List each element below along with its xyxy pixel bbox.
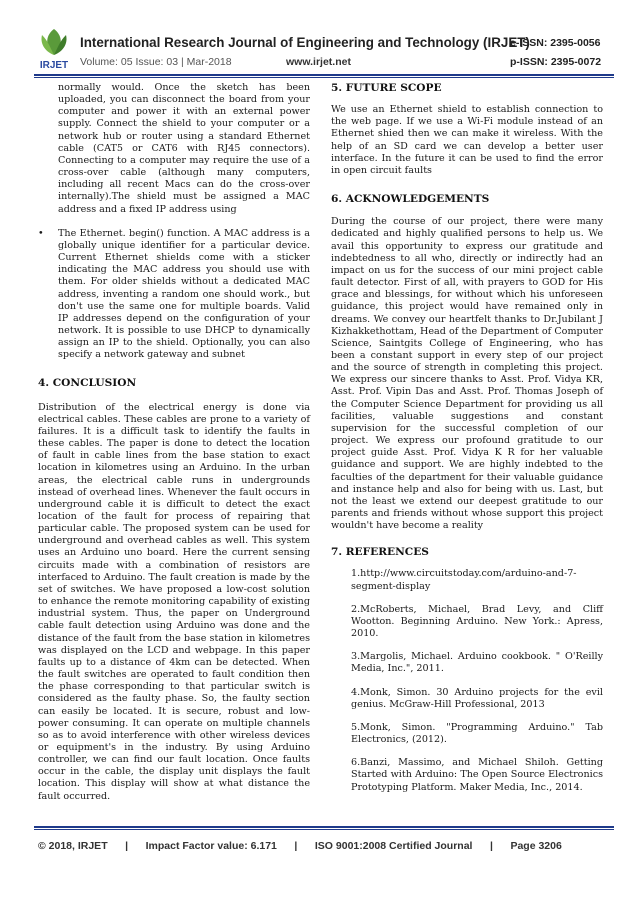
conclusion-heading: 4. CONCLUSION: [38, 377, 137, 390]
conclusion-paragraph: Distribution of the electrical energy is done via electrical cables. These cables are prone to a variety of failures. It is a difficult task to identify the faults in these cables. The paper is done to detect the location of fault in cable lines from the base station to exact location in kilometres using an Arduino. In the urban areas, the electrical cable runs in undergrounds instead of overhead lines. Whenever the fault occurs in underground cable it is difficult to detect the exact location of the fault for process of repairing that particular cable. The proposed system can be used for underground and overhead cables as well. This system uses an Arduino uno board. Here the current sensing circuits made with a combination of resistors are interfaced to Arduino. The fault creation is made by the set of switches. We have proposed a low-cost solution to enhance the remote monitoring capability of existing industrial system. Thus, the paper on Underground cable fault detection using Arduino was done and the distance of the fault from the base station in kilometres was displayed on the LCD and webpage. In this paper faults up to a distance of 4km can be detected. When the fault switches are operated to fault condition then the phase corresponding to that particular switch is considered as the faulty phase. So, the faulty section can easily be located. It is secure, robust and low-power consuming. It can operate on multiple channels so as to avoid interference with other wireless devices or equipment's in the industry. By using Arduino controller, we can find our fault location. Once faults occur in the cable, the display unit displays the fault location. This display will show at what distance the fault occurred.: [38, 401, 310, 802]
volume-issue: Volume: 05 Issue: 03 | Mar-2018: [80, 56, 232, 68]
reference-item: 3.Margolis, Michael. Arduino cookbook. " O'Reilly Media, Inc.", 2011.: [351, 651, 603, 675]
footer-iso: ISO 9001:2008 Certified Journal: [314, 840, 473, 852]
footer-page-number: Page 3206: [510, 840, 562, 852]
right-column: [331, 82, 603, 794]
header-rule-thin: [34, 77, 614, 78]
footer-copyright: © 2018, IRJET: [38, 840, 108, 852]
bullet-item: [38, 228, 310, 362]
reference-item: 6.Banzi, Massimo, and Michael Shiloh. Getting Started with Arduino: The Open Source Electronics Prototyping Platform. Maker Media, Inc., 2014.: [351, 757, 603, 793]
svg-text:IRJET: IRJET: [39, 60, 69, 71]
header-rule: [34, 74, 614, 76]
page-header: [0, 0, 638, 76]
references-heading: 7. REFERENCES: [331, 546, 429, 559]
journal-title: International Research Journal of Engineering and Technology (IRJET): [80, 35, 530, 50]
acknowledgements-paragraph: During the course of our project, there were many dedicated and highly qualified persons to help us. We avail this opportunity to express our gratitude and indebtedness to all who, directly or indirectly had an impact on us for the success of our mini project cable fault detector. First of all, with prayers to GOD for His grace and blessings, for without which his unforeseen guidance, this project would have remained only in dreams. We convey our heartfelt thanks to Dr.Jubilant J Kizhakkethottam, Head of the Department of Computer Science, Saintgits College of Engineering, who has been a constant support in every step of our project and the source of strength in completing this project. We express our sincere thanks to Asst. Prof. Vidya KR, Asst. Prof. Vipin Das and Asst. Prof. Thomas Joseph of the Computer Science Department for providing us all facilities, valuable suggestions and constant supervision for the successful completion of our project. We express our profound gratitude to our project guide Asst. Prof. Vidya K R for her valuable guidance and support. We are highly indebted to the faculties of the department for their valuable guidance and instance help and also for being with us. Last, but not the least we extend our deepest gratitude to our parents and friends without whose support this project wouldn't have become a reality: [331, 216, 603, 532]
irjet-logo-icon: [34, 25, 74, 71]
future-scope-heading: 5. FUTURE SCOPE: [331, 82, 442, 94]
reference-item: 5.Monk, Simon. "Programming Arduino." Tab Electronics, (2012).: [351, 721, 603, 746]
page-footer: [38, 840, 562, 852]
future-scope-paragraph: We use an Ethernet shield to establish connection to the web page. If we use a Wi-Fi module instead of an Ethernet shied then we can make it wireless. With the help of an SD card we can develop a better user interface. In the future it can be used to find the error in open circuit faults: [331, 104, 603, 176]
footer-separator: |: [125, 840, 129, 852]
bullet-icon: •: [38, 227, 44, 239]
continued-paragraph: normally would. Once the sketch has been uploaded, you can disconnect the board from your computer and power it with an external power supply. Connect the shield to your computer or a network hub or router using a standard Ethernet cable (CAT5 or CAT6 with RJ45 connectors). Connecting to a computer may require the use of a cross-over cable (although many computers, including all recent Macs can do the cross-over internally).The shield must be assigned a MAC address and a fixed IP address using: [58, 82, 310, 215]
reference-item: 1.http://www.circuitstoday.com/arduino-and-7-segment-display: [351, 568, 577, 592]
acknowledgements-heading: 6. ACKNOWLEDGEMENTS: [331, 193, 490, 206]
e-issn: e-ISSN: 2395-0056: [510, 37, 601, 49]
footer-rule-thin: [34, 829, 614, 830]
left-column: [38, 82, 310, 803]
footer-impact-factor: Impact Factor value: 6.171: [145, 840, 277, 852]
footer-rule: [34, 826, 614, 828]
footer-separator: |: [489, 840, 493, 852]
bullet-paragraph: The Ethernet. begin() function. A MAC address is a globally unique identifier for a particular device. Current Ethernet shields come with a sticker indicating the MAC address you should use with them. For older shields without a dedicated MAC address, inventing a random one should work., but don't use the same one for multiple boards. Valid IP addresses depend on the configuration of your network. It is possible to use DHCP to dynamically assign an IP to the shield. Optionally, you can also specify a network gateway and subnet: [58, 227, 310, 361]
footer-separator: |: [294, 840, 298, 852]
reference-item: 2.McRoberts, Michael, Brad Levy, and Cliff Wootton. Beginning Arduino. New York.: Apress, 2010.: [351, 603, 603, 640]
reference-item: 4.Monk, Simon. 30 Arduino projects for the evil genius. McGraw-Hill Professional, 2013: [351, 686, 603, 710]
journal-website: www.irjet.net: [286, 56, 351, 68]
p-issn: p-ISSN: 2395-0072: [510, 56, 602, 68]
